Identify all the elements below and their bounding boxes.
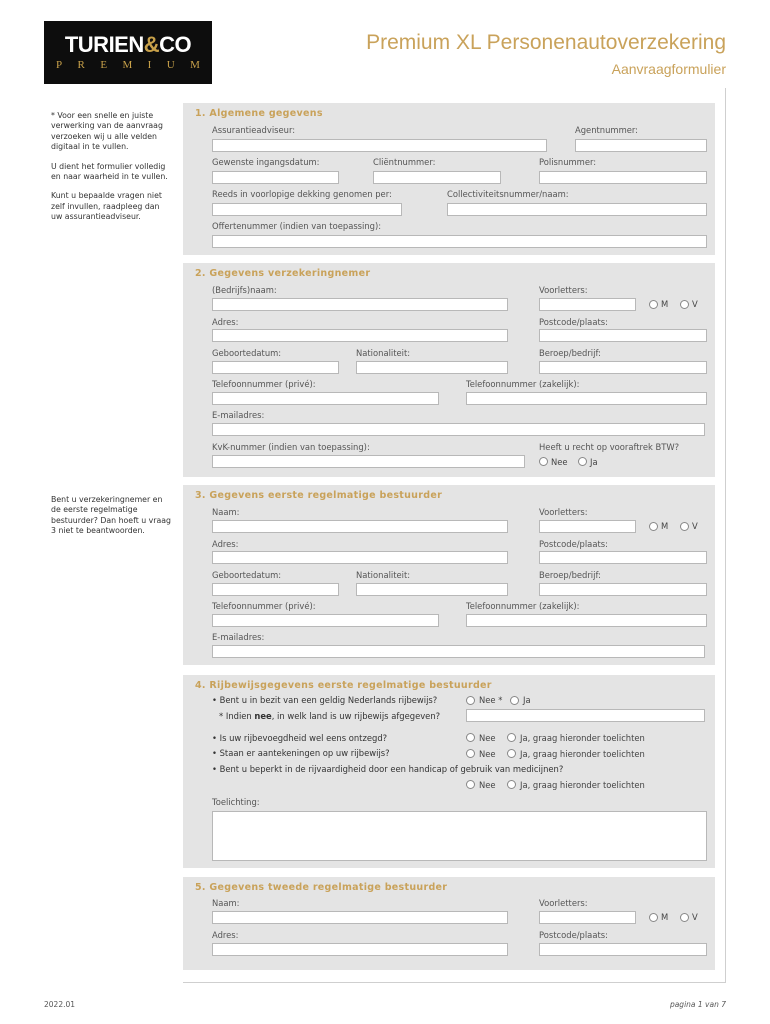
sidebar-notes — [51, 111, 173, 232]
endorsements-ja-label: Ja, graag hieronder toelichten — [520, 749, 645, 759]
label-nationality: Nationaliteit: — [356, 570, 411, 580]
collective-field[interactable] — [447, 203, 707, 216]
label-email: E-mailadres: — [212, 410, 265, 420]
label-client-number: Cliëntnummer: — [373, 157, 436, 167]
label-postcode: Postcode/plaats: — [539, 930, 608, 940]
logo-letter: U — [166, 59, 175, 71]
section-title: 1. Algemene gegevens — [195, 108, 323, 119]
right-border — [725, 88, 726, 983]
label-postcode: Postcode/plaats: — [539, 317, 608, 327]
second-driver-name-field[interactable] — [212, 911, 508, 924]
handicap-ja-radio[interactable] — [507, 780, 516, 789]
driver-birth-date-field[interactable] — [212, 583, 339, 596]
revoked-nee-radio[interactable] — [466, 733, 475, 742]
company-name-field[interactable] — [212, 298, 508, 311]
logo-letter: I — [147, 59, 152, 71]
section-license — [183, 675, 715, 868]
label-start-date: Gewenste ingangsdatum: — [212, 157, 320, 167]
page-subtitle: Aanvraagformulier — [611, 61, 726, 77]
driver-phone-work-field[interactable] — [466, 614, 707, 627]
label-profession: Beroep/bedrijf: — [539, 348, 601, 358]
logo-letter: P — [56, 59, 63, 71]
driver-name-field[interactable] — [212, 520, 508, 533]
label-address: Adres: — [212, 930, 239, 940]
postcode-field[interactable] — [539, 329, 707, 342]
revoked-nee-label: Nee — [479, 733, 496, 743]
gender-m-radio[interactable] — [649, 300, 658, 309]
label-advisor: Assurantieadviseur: — [212, 125, 296, 135]
label-quote-number: Offertenummer (indien van toepassing): — [212, 221, 382, 231]
country-question-pre: * Indien — [219, 711, 255, 721]
client-number-field[interactable] — [373, 171, 501, 184]
license-nee-label: Nee * — [479, 695, 503, 705]
btw-ja-label: Ja — [590, 457, 598, 467]
label-phone-work: Telefoonnummer (zakelijk): — [466, 379, 580, 389]
driver-phone-private-field[interactable] — [212, 614, 439, 627]
logo-ampersand: & — [143, 32, 160, 57]
label-name: Naam: — [212, 898, 240, 908]
question-revoked: • Is uw rijbevoegdheid wel eens ontzegd? — [212, 733, 388, 743]
note-digital: * Voor een snelle en juiste verwerking van de aanvraag verzoeken wij u alle velden digitaal in te vullen. — [51, 111, 163, 152]
second-driver-initials-field[interactable] — [539, 911, 636, 924]
label-kvk: KvK-nummer (indien van toepassing): — [212, 442, 370, 452]
handicap-nee-radio[interactable] — [466, 780, 475, 789]
license-nee-radio[interactable] — [466, 696, 475, 705]
label-profession: Beroep/bedrijf: — [539, 570, 601, 580]
label-initials: Voorletters: — [539, 285, 588, 295]
logo-subtitle — [56, 59, 200, 71]
section-general — [183, 103, 715, 255]
label-phone-private: Telefoonnummer (privé): — [212, 601, 316, 611]
note-advisor: Kunt u bepaalde vragen niet zelf invullen, raadpleeg dan uw assurantieadviseur. — [51, 191, 162, 222]
section-title: 2. Gegevens verzekeringnemer — [195, 268, 371, 279]
profession-field[interactable] — [539, 361, 707, 374]
gender-v-label: V — [692, 299, 698, 309]
country-question-bold: nee — [254, 711, 272, 721]
revoked-ja-label: Ja, graag hieronder toelichten — [520, 733, 645, 743]
gender-v-radio[interactable] — [680, 300, 689, 309]
driver-nationality-field[interactable] — [356, 583, 508, 596]
gender-m-label: M — [661, 521, 669, 531]
section-first-driver — [183, 485, 715, 665]
section-title: 5. Gegevens tweede regelmatige bestuurder — [195, 882, 448, 893]
label-initials: Voorletters: — [539, 898, 588, 908]
label-name: Naam: — [212, 507, 240, 517]
logo-letter: R — [77, 59, 85, 71]
logo-wordmark — [44, 32, 212, 58]
initials-field[interactable] — [539, 298, 636, 311]
interim-cover-field[interactable] — [212, 203, 402, 216]
label-agent: Agentnummer: — [575, 125, 638, 135]
section-title: 3. Gegevens eerste regelmatige bestuurder — [195, 490, 443, 501]
gender-m-label: M — [661, 299, 669, 309]
label-initials: Voorletters: — [539, 507, 588, 517]
second-driver-postcode-field[interactable] — [539, 943, 707, 956]
label-birth-date: Geboortedatum: — [212, 348, 282, 358]
second-driver-gender-m-radio[interactable] — [649, 913, 658, 922]
question-handicap: • Bent u beperkt in de rijvaardigheid door een handicap of gebruik van medicijnen? — [212, 764, 564, 774]
label-explanation: Toelichting: — [212, 797, 260, 807]
email-field[interactable] — [212, 423, 705, 436]
question-license-country — [219, 711, 440, 721]
label-collective: Collectiviteitsnummer/naam: — [447, 189, 569, 199]
driver-postcode-field[interactable] — [539, 551, 707, 564]
version-number: 2022.01 — [44, 1000, 76, 1009]
phone-private-field[interactable] — [212, 392, 439, 405]
label-interim-cover: Reeds in voorlopige dekking genomen per: — [212, 189, 392, 199]
birth-date-field[interactable] — [212, 361, 339, 374]
start-date-field[interactable] — [212, 171, 339, 184]
handicap-ja-label: Ja, graag hieronder toelichten — [520, 780, 645, 790]
driver-initials-field[interactable] — [539, 520, 636, 533]
label-phone-private: Telefoonnummer (privé): — [212, 379, 316, 389]
label-email: E-mailadres: — [212, 632, 265, 642]
driver-email-field[interactable] — [212, 645, 705, 658]
address-field[interactable] — [212, 329, 508, 342]
bottom-border — [183, 982, 726, 983]
policy-number-field[interactable] — [539, 171, 707, 184]
label-nationality: Nationaliteit: — [356, 348, 411, 358]
label-address: Adres: — [212, 317, 239, 327]
btw-nee-label: Nee — [551, 457, 568, 467]
endorsements-nee-radio[interactable] — [466, 749, 475, 758]
country-question-post: , in welk land is uw rijbewijs afgegeven? — [271, 711, 441, 721]
nationality-field[interactable] — [356, 361, 508, 374]
second-driver-gender-v-radio[interactable] — [680, 913, 689, 922]
driver-gender-v-radio[interactable] — [680, 522, 689, 531]
section-title: 4. Rijbewijsgegevens eerste regelmatige bestuurder — [195, 680, 492, 691]
quote-number-field[interactable] — [212, 235, 707, 248]
explanation-textarea[interactable] — [212, 811, 707, 861]
logo-letter: E — [100, 59, 108, 71]
revoked-ja-radio[interactable] — [507, 733, 516, 742]
company-logo — [44, 21, 212, 84]
page-number: pagina 1 van 7 — [669, 1000, 726, 1009]
endorsements-ja-radio[interactable] — [507, 749, 516, 758]
driver-profession-field[interactable] — [539, 583, 707, 596]
btw-nee-radio[interactable] — [539, 457, 548, 466]
note-skip-q3: Bent u verzekeringnemer en de eerste regelmatige bestuurder? Dan hoeft u vraag 3 niet te beantwoorden. — [51, 495, 171, 536]
logo-letter: M — [122, 59, 133, 71]
label-address: Adres: — [212, 539, 239, 549]
label-birth-date: Geboortedatum: — [212, 570, 282, 580]
logo-text-a: TURIEN — [64, 32, 144, 57]
endorsements-nee-label: Nee — [479, 749, 496, 759]
question-endorsements: • Staan er aantekeningen op uw rijbewijs? — [212, 748, 390, 758]
label-company-name: (Bedrijfs)naam: — [212, 285, 277, 295]
label-phone-work: Telefoonnummer (zakelijk): — [466, 601, 580, 611]
gender-m-label: M — [661, 912, 669, 922]
btw-ja-radio[interactable] — [578, 457, 587, 466]
license-ja-radio[interactable] — [510, 696, 519, 705]
agent-number-field[interactable] — [575, 139, 707, 152]
label-policy-number: Polisnummer: — [539, 157, 597, 167]
gender-v-label: V — [692, 521, 698, 531]
license-country-field[interactable] — [466, 709, 705, 722]
handicap-nee-label: Nee — [479, 780, 496, 790]
logo-letter: M — [190, 59, 200, 71]
driver-address-field[interactable] — [212, 551, 508, 564]
label-postcode: Postcode/plaats: — [539, 539, 608, 549]
section-policyholder — [183, 263, 715, 477]
gender-v-label: V — [692, 912, 698, 922]
advisor-field[interactable] — [212, 139, 547, 152]
question-valid-license: • Bent u in bezit van een geldig Nederlands rijbewijs? — [212, 695, 438, 705]
license-ja-label: Ja — [523, 695, 531, 705]
page-title: Premium XL Personenautoverzekering — [366, 31, 726, 54]
second-driver-address-field[interactable] — [212, 943, 508, 956]
phone-work-field[interactable] — [466, 392, 707, 405]
sidebar-note-driver — [51, 495, 173, 546]
label-btw: Heeft u recht op vooraftrek BTW? — [539, 442, 680, 452]
driver-gender-m-radio[interactable] — [649, 522, 658, 531]
note-truthful: U dient het formulier volledig en naar waarheid in te vullen. — [51, 161, 168, 182]
section-second-driver — [183, 877, 715, 970]
logo-text-b: CO — [159, 32, 192, 57]
kvk-field[interactable] — [212, 455, 525, 468]
